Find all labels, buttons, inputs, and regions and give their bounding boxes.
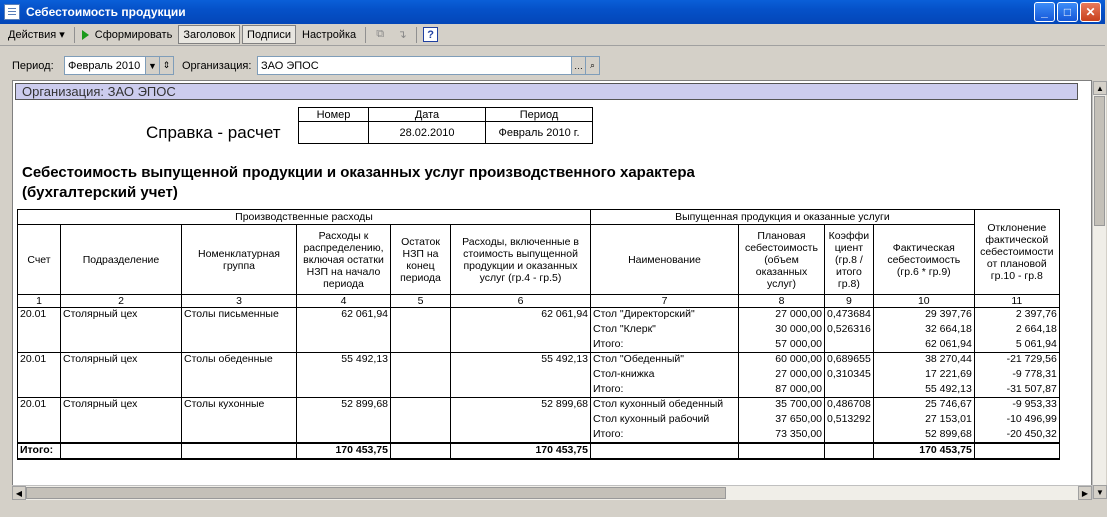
table-cell: [18, 383, 61, 398]
scroll-left-icon[interactable]: ◀: [12, 486, 26, 500]
report-title: [22, 163, 695, 203]
table-row: [18, 383, 1060, 398]
report-heading: Справка - расчет: [146, 123, 281, 142]
table-row: [18, 398, 1060, 413]
group-header-output: Выпущенная продукция и оказанные услуги: [591, 210, 975, 225]
table-cell: 3: [182, 295, 297, 308]
table-cell: [182, 428, 297, 443]
table-cell: [182, 368, 297, 383]
table-cell: 20.01: [18, 398, 61, 413]
table-cell: [18, 413, 61, 428]
table-cell: 0,473684: [825, 308, 874, 323]
table-cell: [182, 323, 297, 338]
column-header: Отклонение фактической себестоимости от плановой гр.10 - гр.8: [974, 210, 1059, 295]
table-cell: Столы обеденные: [182, 353, 297, 368]
table-cell: [182, 413, 297, 428]
table-cell: 27 000,00: [739, 308, 825, 323]
table-cell: 0,310345: [825, 368, 874, 383]
document-header-table: [298, 107, 593, 144]
table-cell: 87 000,00: [739, 383, 825, 398]
organization-field[interactable]: [257, 56, 600, 75]
horizontal-scroll-thumb[interactable]: [26, 487, 726, 499]
table-cell: [61, 443, 182, 459]
table-cell: Стол "Клерк": [591, 323, 739, 338]
table-cell: 30 000,00: [739, 323, 825, 338]
table-cell: 9: [825, 295, 874, 308]
table-cell: 2: [61, 295, 182, 308]
column-header: Коэффи циент (гр.8 / итого гр.8): [825, 225, 874, 295]
date-value: 28.02.2010: [369, 122, 486, 144]
table-cell: 55 492,13: [873, 383, 974, 398]
table-cell: [61, 368, 182, 383]
table-cell: [391, 338, 451, 353]
table-cell: [391, 383, 451, 398]
table-cell: [391, 368, 451, 383]
table-cell: [591, 443, 739, 459]
table-cell: 8: [739, 295, 825, 308]
toolbar-separator: [365, 27, 366, 43]
toolbar-separator: [74, 27, 75, 43]
table-cell: [391, 308, 451, 323]
search-icon[interactable]: ⌕: [585, 57, 599, 74]
table-cell: [297, 338, 391, 353]
table-cell: [297, 323, 391, 338]
table-cell: 52 899,68: [451, 398, 591, 413]
table-cell: Столярный цех: [61, 308, 182, 323]
table-cell: [825, 338, 874, 353]
table-cell: Итого:: [591, 383, 739, 398]
table-row: [18, 428, 1060, 443]
table-cell: 62 061,94: [297, 308, 391, 323]
generate-button[interactable]: Сформировать: [78, 25, 177, 44]
actions-menu-button[interactable]: Действия ▾: [8, 28, 65, 41]
table-cell: 62 061,94: [873, 338, 974, 353]
table-cell: [825, 383, 874, 398]
toolbar: [0, 24, 1105, 46]
close-button[interactable]: ✕: [1080, 2, 1101, 22]
table-row: [18, 368, 1060, 383]
table-cell: -20 450,32: [974, 428, 1059, 443]
column-header: Номенклатурная группа: [182, 225, 297, 295]
table-cell: 38 270,44: [873, 353, 974, 368]
group-header-expenses: Производственные расходы: [18, 210, 591, 225]
table-cell: [391, 443, 451, 459]
table-cell: 0,486708: [825, 398, 874, 413]
help-icon[interactable]: ?: [423, 27, 438, 42]
table-cell: 0,513292: [825, 413, 874, 428]
period-header: Период: [486, 108, 593, 122]
table-cell: 17 221,69: [873, 368, 974, 383]
table-cell: [297, 428, 391, 443]
period-label: Период:: [12, 60, 54, 72]
period-value: Февраль 2010: [68, 59, 141, 72]
table-cell: [391, 323, 451, 338]
table-cell: 170 453,75: [297, 443, 391, 459]
table-cell: 29 397,76: [873, 308, 974, 323]
table-cell: [297, 413, 391, 428]
table-cell: 55 492,13: [451, 353, 591, 368]
date-header: Дата: [369, 108, 486, 122]
cost-table: [17, 209, 1060, 460]
table-cell: 0,526316: [825, 323, 874, 338]
table-row: [18, 413, 1060, 428]
table-cell: 10: [873, 295, 974, 308]
report-title-line-2: (бухгалтерский учет): [22, 184, 178, 201]
table-cell: Столярный цех: [61, 398, 182, 413]
filter-bar: [0, 52, 1105, 76]
table-cell: [182, 338, 297, 353]
table-cell: 60 000,00: [739, 353, 825, 368]
table-cell: [61, 383, 182, 398]
decode-icon[interactable]: ↴: [397, 29, 407, 41]
minimize-button[interactable]: _: [1034, 2, 1055, 22]
copy-icon[interactable]: ⧉: [376, 28, 385, 40]
toolbar-separator: [416, 27, 417, 43]
horizontal-scrollbar[interactable]: [12, 485, 1092, 500]
column-header: Плановая себестоимость (объем оказанных услуг): [739, 225, 825, 295]
table-cell: [182, 443, 297, 459]
table-cell: [825, 443, 874, 459]
report-title-line-1: Себестоимость выпущенной продукции и оказанных услуг производственного характера: [22, 164, 695, 181]
table-cell: Столярный цех: [61, 353, 182, 368]
table-cell: Столы кухонные: [182, 398, 297, 413]
column-header: Расходы к распределению, включая остатки НЗП на начало периода: [297, 225, 391, 295]
table-cell: [61, 428, 182, 443]
play-icon: [82, 30, 89, 40]
table-cell: Столы письменные: [182, 308, 297, 323]
table-row: [18, 308, 1060, 323]
table-cell: 20.01: [18, 308, 61, 323]
total-row: [18, 443, 1060, 459]
organization-label: Организация:: [182, 60, 252, 72]
table-cell: Стол-книжка: [591, 368, 739, 383]
table-cell: [739, 443, 825, 459]
table-cell: 32 664,18: [873, 323, 974, 338]
table-cell: 52 899,68: [873, 428, 974, 443]
table-cell: [391, 353, 451, 368]
table-cell: [182, 383, 297, 398]
table-cell: [18, 338, 61, 353]
table-cell: -9 778,31: [974, 368, 1059, 383]
table-cell: 5 061,94: [974, 338, 1059, 353]
table-cell: [451, 338, 591, 353]
document-icon: [4, 4, 20, 20]
scroll-down-icon[interactable]: ▼: [1093, 485, 1107, 499]
vertical-scroll-thumb[interactable]: [1094, 96, 1105, 226]
title-bar: [0, 0, 1105, 24]
table-cell: -31 507,87: [974, 383, 1059, 398]
table-cell: 35 700,00: [739, 398, 825, 413]
table-cell: [451, 428, 591, 443]
header-toggle-button[interactable]: Заголовок: [178, 25, 240, 44]
table-cell: [18, 323, 61, 338]
vertical-scrollbar[interactable]: [1092, 81, 1106, 499]
column-header: Счет: [18, 225, 61, 295]
table-cell: 170 453,75: [451, 443, 591, 459]
table-cell: Итого:: [591, 428, 739, 443]
maximize-button[interactable]: □: [1057, 2, 1078, 22]
table-cell: [451, 368, 591, 383]
table-cell: [61, 323, 182, 338]
table-cell: 25 746,67: [873, 398, 974, 413]
number-value: [299, 122, 369, 144]
period-value-cell: Февраль 2010 г.: [486, 122, 593, 144]
period-dropdown-icon[interactable]: ▼: [145, 57, 159, 74]
column-header: Наименование: [591, 225, 739, 295]
table-cell: [18, 428, 61, 443]
table-cell: Стол "Обеденный": [591, 353, 739, 368]
report-spreadsheet[interactable]: [12, 80, 1104, 500]
table-cell: 0,689655: [825, 353, 874, 368]
table-cell: [825, 428, 874, 443]
table-cell: 2 664,18: [974, 323, 1059, 338]
scroll-up-icon[interactable]: ▲: [1093, 81, 1107, 95]
table-row: [18, 353, 1060, 368]
table-cell: [451, 383, 591, 398]
table-cell: 20.01: [18, 353, 61, 368]
table-cell: 7: [591, 295, 739, 308]
column-header: Фактическая себестоимость (гр.6 * гр.9): [873, 225, 974, 295]
table-cell: 4: [297, 295, 391, 308]
table-cell: 62 061,94: [451, 308, 591, 323]
table-cell: [61, 413, 182, 428]
window-title: Себестоимость продукции: [26, 5, 186, 19]
period-field[interactable]: [64, 56, 174, 75]
signatures-toggle-button[interactable]: Подписи: [242, 25, 296, 44]
organization-band: Организация: ЗАО ЭПОС: [15, 83, 1078, 100]
table-cell: Итого:: [18, 443, 61, 459]
table-cell: -21 729,56: [974, 353, 1059, 368]
table-cell: [451, 413, 591, 428]
table-cell: 37 650,00: [739, 413, 825, 428]
table-cell: 2 397,76: [974, 308, 1059, 323]
table-cell: 55 492,13: [297, 353, 391, 368]
table-cell: [391, 398, 451, 413]
table-cell: [391, 428, 451, 443]
table-cell: [451, 323, 591, 338]
table-cell: 73 350,00: [739, 428, 825, 443]
table-cell: [391, 413, 451, 428]
table-cell: 27 153,01: [873, 413, 974, 428]
number-header: Номер: [299, 108, 369, 122]
column-number-row: [18, 295, 1060, 308]
table-cell: 1: [18, 295, 61, 308]
table-cell: Стол "Директорский": [591, 308, 739, 323]
table-cell: -9 953,33: [974, 398, 1059, 413]
table-cell: Итого:: [591, 338, 739, 353]
table-cell: [61, 338, 182, 353]
organization-value: ЗАО ЭПОС: [261, 59, 319, 72]
table-cell: [297, 368, 391, 383]
table-cell: 52 899,68: [297, 398, 391, 413]
settings-button[interactable]: Настройка: [302, 28, 357, 41]
table-cell: 170 453,75: [873, 443, 974, 459]
period-spin-icon[interactable]: ⇕: [159, 57, 173, 74]
column-header: Подразделение: [61, 225, 182, 295]
scroll-right-icon[interactable]: ▶: [1078, 486, 1092, 500]
table-cell: 5: [391, 295, 451, 308]
table-cell: [18, 368, 61, 383]
column-header: Остаток НЗП на конец периода: [391, 225, 451, 295]
table-cell: [974, 443, 1059, 459]
table-cell: 6: [451, 295, 591, 308]
column-header: Расходы, включенные в стоимость выпущенной продукции и оказанных услуг (гр.4 - гр.5): [451, 225, 591, 295]
table-row: [18, 323, 1060, 338]
ellipsis-icon[interactable]: …: [571, 57, 585, 74]
table-cell: Стол кухонный обеденный: [591, 398, 739, 413]
table-cell: -10 496,99: [974, 413, 1059, 428]
table-cell: 11: [974, 295, 1059, 308]
table-cell: 57 000,00: [739, 338, 825, 353]
table-cell: [297, 383, 391, 398]
table-row: [18, 338, 1060, 353]
table-cell: 27 000,00: [739, 368, 825, 383]
table-cell: Стол кухонный рабочий: [591, 413, 739, 428]
